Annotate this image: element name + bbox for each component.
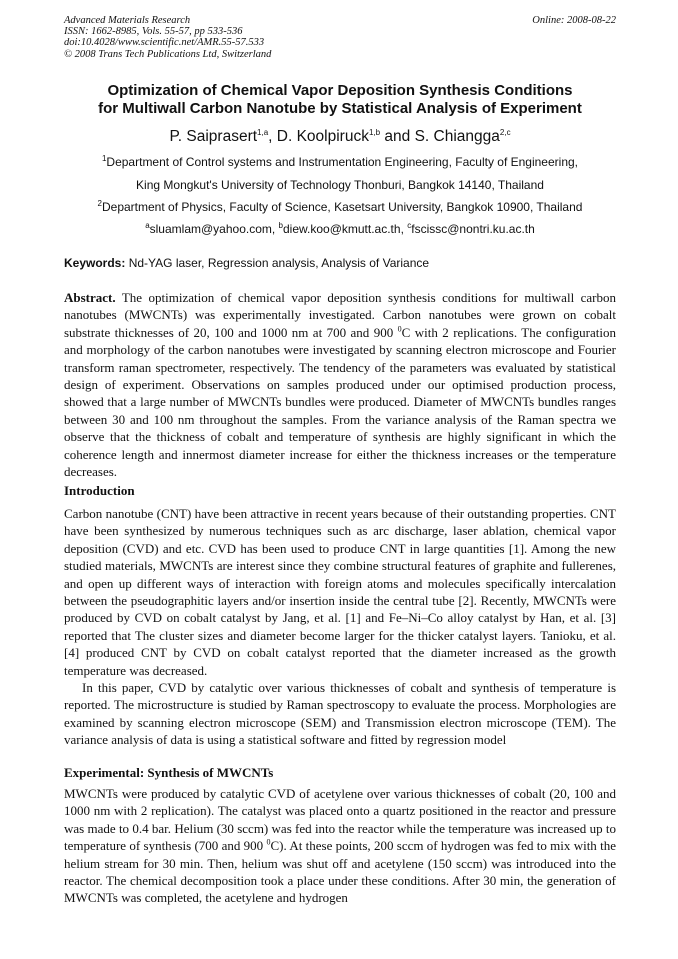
author-3-affil: 2,c <box>499 127 511 137</box>
author-1-affil: 1,a <box>257 127 269 137</box>
experimental-heading: Experimental: Synthesis of MWCNTs <box>64 765 274 780</box>
introduction-paragraph-2: In this paper, CVD by catalytic over various thicknesses of cobalt and synthesis of temperature is reported. The microstructure is studied by Raman spectroscopy to evaluate the process. Morphologies are examined by scanning electron microscope (SEM) and Transmission electron microscope (TEM). The variance analysis of data is using a statistical software and fitted by regression model <box>64 680 616 748</box>
copyright-line: © 2008 Trans Tech Publications Ltd, Switzerland <box>64 48 272 60</box>
affiliation-2: $^2$Department of Physics, Faculty of Science, Kasetsart University, Bangkok 10900, Thailand <box>97 199 583 214</box>
title-line-2: for Multiwall Carbon Nanotube by Statistical Analysis of Experiment <box>98 100 582 117</box>
introduction-body <box>64 505 616 749</box>
affiliation-1-line-2: King Mongkut's University of Technology Thonburi, Bangkok 14140, Thailand <box>136 178 544 192</box>
author-2-affil: 1,b <box>368 127 381 137</box>
author-list <box>64 128 616 146</box>
keywords-label: Keywords: <box>64 256 126 270</box>
author-1: P. Saiprasert <box>169 128 258 145</box>
author-3: and S. Chiangga <box>380 128 500 145</box>
introduction-paragraph-1: Carbon nanotube (CNT) have been attractive in recent years because of their outstanding properties. CNT have been synthesized by numerous techniques such as arc discharge, laser ablation, chemical vapor deposition (CVD) and etc. CVD has been used to produce CNT in large quantities [1]. Among the new studied materials, MWCNTs are interest since they combine structural features of graphite and fullerenes, and open up different ways of interaction with foreign atoms and molecules specifically intercalation between the pseudographitic layers and/or insertion inside the central tube [2]. Recently, MWCNTs were produced by CVD on cobalt catalyst by Jang, et al. [1] and Fe–Ni–Co alloy catalyst by Han, et al. [3] reported that The cluster sizes and diameter become larger for the thicker catalyst layers. Tanioku, et al. [4] produced CNT by CVD on cobalt catalyst reported that the diameter increased as the growth temperature was decreased. <box>64 506 616 678</box>
affiliation-1-line-1: $^1$Department of Control systems and Instrumentation Engineering, Faculty of Engineering, <box>101 154 579 169</box>
experimental-body: MWCNTs were produced by catalytic CVD of acetylene over various thicknesses of cobalt (20, 100 and 1000 nm with 2 replication). The catalyst was placed onto a quartz positioned in the reactor and pressure was made to 0.4 bar. Helium (30 sccm) was fed into the reactor while the temperature was increased up to temperature of synthesis (700 and 900 $^0$C). At these points, 200 sccm of hydrogen was fed to mix with the helium stream for 30 min. Then, helium was shut off and acetylene (150 sccm) was introduced into the reactor. The chemical decomposition took a place under these conditions. After 30 min, the generation of MWCNTs was completed, the acetylene and hydrogen <box>64 786 616 906</box>
paper-title <box>64 82 616 118</box>
abstract-label: Abstract. <box>64 290 116 305</box>
online-date: Online: 2008-08-22 <box>532 15 616 26</box>
doi-line: doi:10.4028/www.scientific.net/AMR.55-57.533 <box>64 37 265 49</box>
journal-name: Advanced Materials Research <box>64 15 191 26</box>
abstract: Abstract. The optimization of chemical vapor deposition synthesis conditions for multiwall carbon nanotubes (MWCNTs) was experimentally investigated. Carbon nanotubes were grown on cobalt substrate thicknesses of 20, 100 and 1000 nm at 700 and 900 $^0$C with 2 replications. The configuration and morphology of the carbon nanotubes were investigated by scanning electron microscope and Fourier transform raman spectrometer, respectively. The tendency of the parameters was evaluated by statistical design of experiment. Observations on samples produced under our optimised production process, showed that a large number of MWCNTs bundles were produced. Diameter of MWCNTs bundles ranges between 30 and 100 nm throughout the samples. From the variance analysis of the Raman spectra we observe that the thickness of cobalt and temperature of synthesis are highly significant in which the coherence length and innermost diameter increase for either the thickness increases or the temperature decreases. <box>64 290 616 480</box>
journal-header <box>64 15 616 60</box>
title-line-1: Optimization of Chemical Vapor Deposition Synthesis Conditions <box>107 82 573 99</box>
email-c: fscissc@nontri.ku.ac.th <box>411 222 535 236</box>
author-2: , D. Koolpiruck <box>268 128 369 145</box>
keywords <box>64 256 616 270</box>
introduction-heading: Introduction <box>64 483 135 498</box>
email-line: $^a$sluamlam@yahoo.com, $^b$diew.koo@kmutt.ac.th, $^c$fscissc@nontri.ku.ac.th <box>145 221 535 236</box>
email-a: sluamlam@yahoo.com, <box>149 222 279 236</box>
issn-line: ISSN: 1662-8985, Vols. 55-57, pp 533-536 <box>64 26 243 38</box>
keywords-text: Nd-YAG laser, Regression analysis, Analysis of Variance <box>125 256 430 270</box>
email-b: diew.koo@kmutt.ac.th, <box>283 222 408 236</box>
